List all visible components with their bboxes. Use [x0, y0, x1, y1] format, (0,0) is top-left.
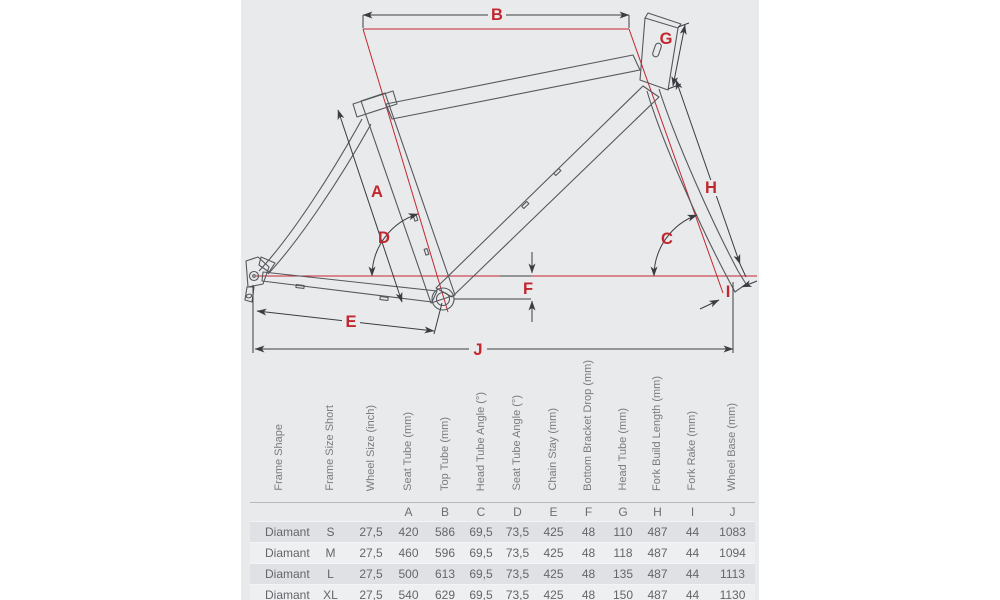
- table-cell: XL: [323, 587, 338, 600]
- table-cell: 27,5: [359, 524, 383, 539]
- dimension-letter-cell: J: [729, 504, 736, 519]
- table-cell: 420: [398, 524, 419, 539]
- rear-axle-center: [253, 275, 256, 278]
- table-cell: 44: [685, 587, 700, 600]
- table-cell: 73,5: [505, 545, 530, 560]
- seat-tube-axis: [363, 29, 448, 312]
- table-cell: 69,5: [469, 524, 493, 539]
- dimension-letter-cell: C: [476, 504, 486, 519]
- bike-geometry-diagram: [241, 0, 759, 362]
- table-cell: 586: [434, 524, 456, 539]
- dimension-letter-cell: [352, 502, 390, 521]
- chain-stay-guide-2: [380, 297, 388, 301]
- table-cell: 73,5: [505, 566, 530, 581]
- table-cell: 425: [543, 566, 564, 581]
- seat-tube-boss-2: [424, 249, 429, 256]
- table-cell: 1083: [719, 524, 746, 539]
- table-cell: 48: [581, 566, 596, 581]
- label-B: B: [491, 6, 503, 24]
- dim-I-arrow-left: [700, 300, 719, 309]
- table-cell: 1113: [720, 566, 745, 581]
- column-header: [463, 360, 499, 502]
- column-header: [536, 360, 571, 502]
- table-cell: 135: [612, 566, 634, 581]
- dimension-letter-cell: I: [690, 504, 695, 519]
- table-cell: 110: [613, 524, 633, 539]
- seat-clamp-collar: [353, 91, 397, 117]
- dimension-letter-cell: [309, 502, 352, 521]
- dim-E-ext-right: [434, 303, 442, 334]
- dimension-letter-cell: A: [404, 504, 413, 519]
- table-cell: 487: [647, 524, 668, 539]
- table-cell: 540: [398, 587, 419, 600]
- table-cell: 500: [398, 566, 419, 581]
- dimension-lines: [253, 15, 757, 353]
- column-header-label: Bottom Bracket Drop (mm): [582, 360, 594, 491]
- geometry-table: [250, 360, 755, 600]
- seat-stay-upper-edge: [259, 119, 362, 271]
- down-tube-boss-1: [554, 168, 561, 175]
- column-header: [427, 360, 463, 502]
- table-cell: 48: [581, 587, 596, 600]
- table-cell: Diamant: [265, 566, 310, 581]
- dimension-letter-cell: D: [513, 504, 522, 519]
- table-cell: 48: [581, 545, 596, 560]
- table-cell: 69,5: [469, 566, 493, 581]
- table-cell: 44: [685, 566, 700, 581]
- table-cell: 629: [434, 587, 456, 600]
- down-tube: [436, 86, 659, 297]
- column-header: [250, 360, 309, 502]
- table-cell: 460: [398, 545, 419, 560]
- column-header-label: Top Tube (mm): [438, 416, 451, 491]
- table-cell: Diamant: [265, 524, 310, 539]
- table-cell: 596: [434, 545, 456, 560]
- column-header: [390, 360, 427, 502]
- top-tube: [386, 55, 640, 119]
- column-header: [640, 360, 675, 502]
- label-I: I: [725, 283, 731, 301]
- label-H: H: [705, 179, 717, 197]
- table-cell: 425: [543, 545, 564, 560]
- content-panel: [241, 0, 759, 600]
- column-header-label: Chain Stay (mm): [547, 408, 559, 491]
- label-D: D: [378, 229, 390, 247]
- table-cell: 27,5: [359, 587, 383, 600]
- dimension-letter-row: [250, 502, 755, 521]
- column-header-label: Seat Tube Angle (°): [511, 395, 523, 491]
- column-header-label: Head Tube Angle (°): [474, 391, 487, 491]
- table-cell: 487: [647, 545, 668, 560]
- dimension-letter-cell: F: [584, 504, 593, 519]
- table-row: [250, 521, 755, 542]
- table-cell: 1130: [719, 587, 746, 600]
- label-backgrounds: [342, 6, 719, 356]
- fender-eyelet: [246, 294, 252, 299]
- table-cell: 1094: [719, 545, 746, 560]
- column-header-label: Seat Tube (mm): [402, 411, 414, 491]
- geometry-table-wrap: [250, 360, 755, 600]
- column-header: [606, 360, 640, 502]
- table-cell: 73,5: [505, 524, 530, 539]
- column-header-label: Fork Build Length (mm): [651, 375, 663, 491]
- table-cell: Diamant: [265, 545, 310, 560]
- seat-stay-lower-edge: [268, 124, 371, 274]
- table-cell: 425: [543, 524, 564, 539]
- dim-A-line: [338, 110, 402, 302]
- column-header-label: Wheel Base (mm): [726, 402, 738, 491]
- column-header: [675, 360, 710, 502]
- dimension-letter-cell: B: [440, 504, 449, 519]
- table-cell: 69,5: [469, 545, 493, 560]
- table-cell: 44: [685, 545, 700, 560]
- dimension-letter-cell: E: [549, 504, 558, 519]
- table-cell: M: [325, 545, 336, 560]
- label-A: A: [371, 183, 383, 201]
- table-cell: 487: [647, 566, 668, 581]
- table-cell: 150: [612, 587, 634, 600]
- head-tube-cap: [645, 13, 681, 28]
- table-cell: 48: [581, 524, 596, 539]
- table-cell: 44: [685, 524, 700, 539]
- table-cell: 487: [647, 587, 668, 600]
- dimension-letter-cell: [250, 502, 309, 521]
- column-header: [352, 360, 390, 502]
- table-cell: 27,5: [359, 545, 383, 560]
- table-cell: 69,5: [469, 587, 493, 600]
- table-cell: 73,5: [505, 587, 530, 600]
- table-row: [250, 584, 755, 600]
- table-cell: 118: [613, 545, 633, 560]
- column-header-label: Frame Size Short: [324, 405, 336, 491]
- bike-frame-outline: [245, 13, 746, 310]
- dim-H-line: [676, 80, 740, 264]
- table-cell: S: [326, 524, 335, 539]
- dimension-letter-cell: G: [618, 504, 628, 519]
- label-F: F: [522, 280, 534, 298]
- column-header: [309, 360, 352, 502]
- construction-lines: [256, 29, 757, 312]
- label-E: E: [345, 313, 357, 331]
- column-header-label: Head Tube (mm): [616, 408, 629, 491]
- table-row: [250, 563, 755, 584]
- label-C: C: [661, 230, 673, 248]
- column-header-label: Frame Shape: [273, 424, 285, 491]
- table-row: [250, 542, 755, 563]
- table-header-row: [250, 360, 755, 502]
- table-cell: 613: [434, 566, 456, 581]
- table-cell: Diamant: [265, 587, 310, 600]
- table-cell: L: [327, 566, 334, 581]
- column-header-label: Fork Rake (mm): [686, 411, 698, 491]
- dim-G-line: [673, 25, 685, 86]
- column-header: [571, 360, 606, 502]
- column-header: [710, 360, 755, 502]
- label-G: G: [659, 30, 673, 48]
- column-header: [499, 360, 536, 502]
- label-J: J: [473, 341, 483, 359]
- table-cell: 27,5: [359, 566, 383, 581]
- dimension-letter-cell: H: [653, 504, 662, 519]
- column-header-label: Wheel Size (inch): [364, 404, 377, 491]
- table-cell: 425: [543, 587, 564, 600]
